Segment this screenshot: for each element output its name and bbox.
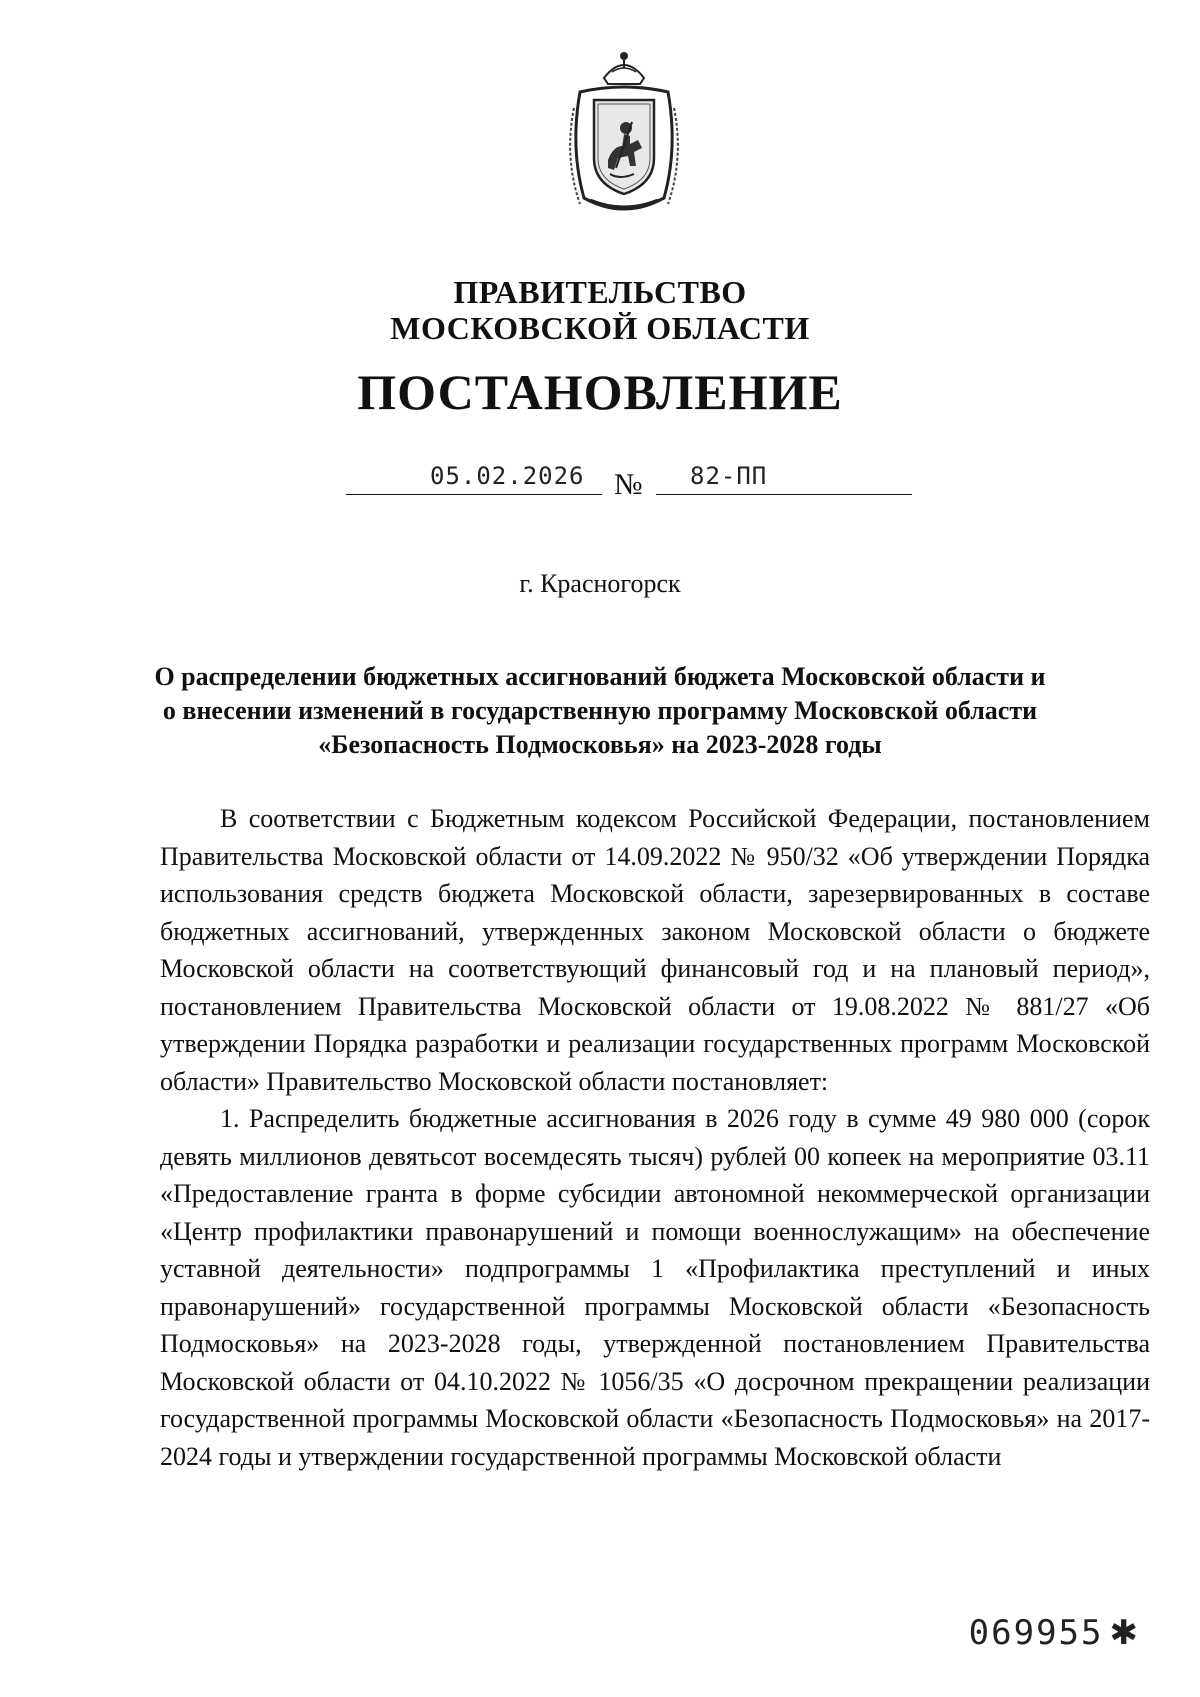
registry-number <box>969 1613 1140 1653</box>
paragraph-item-1: 1. Распределить бюджетные ассигнования в 2026 году в сумме 49 980 000 (сорок девять миллионов девятьсот восемдесять тысяч) рублей 00 копеек на мероприятие 03.11 «Предоставление гранта в форме субсидии автономной некоммерческой организации «Центр профилактики правонарушений и помощи военнослужащим» на обеспечение уставной деятельности» подпрограммы 1 «Профилактика преступлений и иных правонарушений» государственной программы Московской области «Безопасность Подмосковья» на 2023-2028 годы, утвержденной постановлением Правительства Московской области от 04.10.2022 № 1056/35 «О досрочном прекращении реализации государственной программы Московской области «Безопасность Подмосковья» на 2017-2024 годы и утверждении государственной программы Московской области <box>160 1104 1150 1471</box>
decree-subject: О распределении бюджетных ассигнований бюджета Московской области и о внесении изменений в государственную программу Московской области «Безопасность Подмосковья» на 2023-2028 годы <box>154 662 1046 759</box>
government-name-line2: МОСКОВСКОЙ ОБЛАСТИ <box>390 310 810 346</box>
number-sign: № <box>614 468 643 501</box>
government-name-line1: ПРАВИТЕЛЬСТВО <box>453 274 747 310</box>
coat-of-arms-icon <box>560 48 688 220</box>
registration-row <box>0 458 1200 502</box>
document-type-title: ПОСТАНОВЛЕНИЕ <box>357 364 843 420</box>
paragraph-preamble: В соответствии с Бюджетным кодексом Российской Федерации, постановлением Правительства Московской области от 14.09.2022 № 950/32 «Об утверждении Порядка использования средств бюджета Московской области, зарезервированных в составе бюджетных ассигнований, утвержденных законом Московской области о бюджете Московской области на соответствующий финансовый год и на плановый период», постановлением Правительства Московской области от 19.08.2022 № 881/27 «Об утверждении Порядка разработки и реализации государственных программ Московской области» Правительство Московской области постановляет: <box>160 804 1150 1096</box>
number-underline <box>656 494 912 495</box>
place-of-issue: г. Красногорск <box>519 569 681 598</box>
decree-number: 82-ПП <box>690 462 768 490</box>
star-icon: ✱ <box>1109 1613 1140 1653</box>
decree-date: 05.02.2026 <box>430 462 585 490</box>
date-underline <box>346 494 602 495</box>
decree-body <box>160 800 1150 1475</box>
registry-number-value: 069955 <box>968 1613 1104 1653</box>
